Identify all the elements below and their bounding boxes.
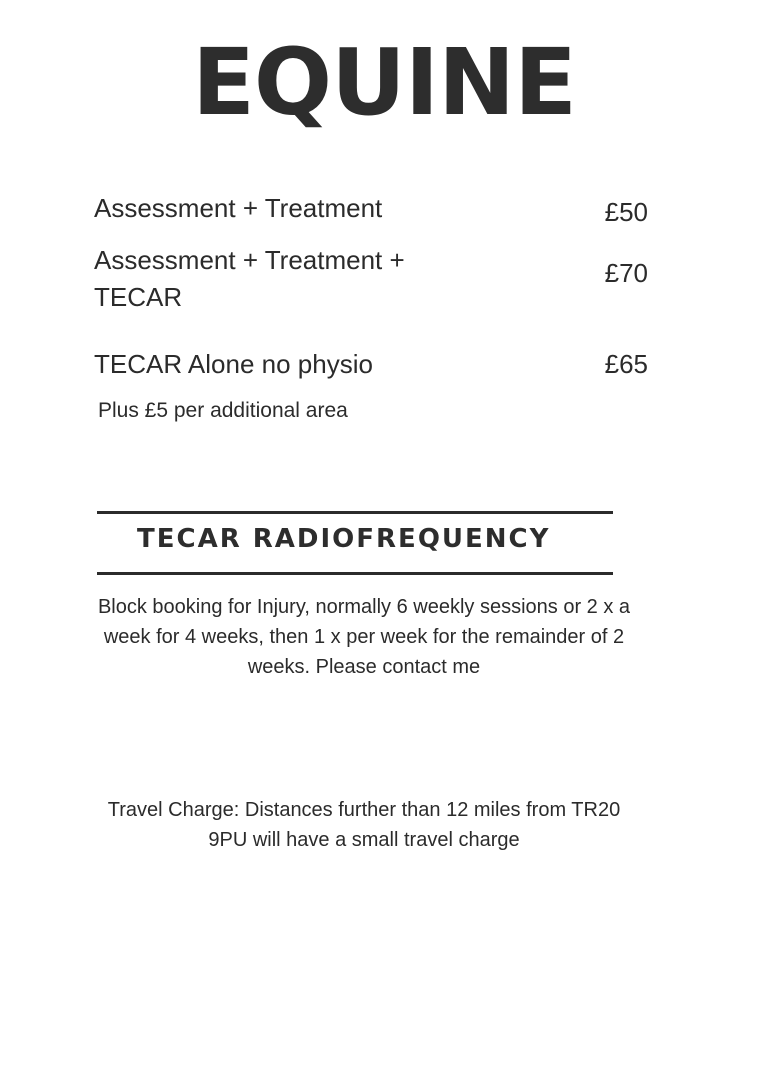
divider-bottom <box>97 572 613 575</box>
service-price-assessment-treatment: £50 <box>604 197 648 227</box>
service-name-tecar-alone: TECAR Alone no physio <box>94 349 373 379</box>
service-price-tecar-alone: £65 <box>604 349 648 379</box>
additional-area-note: Plus £5 per additional area <box>98 399 348 422</box>
divider-top <box>97 511 613 514</box>
tecar-description: Block booking for Injury, normally 6 weekly sessions or 2 x a week for 4 weeks, then 1 x per week for the remainder of 2 weeks. Please contact me <box>97 596 631 678</box>
tecar-heading: TECAR RADIOFREQUENCY <box>137 524 551 554</box>
travel-charge-note: Travel Charge: Distances further than 12 miles from TR20 9PU will have a small travel charge <box>107 799 621 851</box>
service-name-assessment-treatment: Assessment + Treatment <box>94 193 383 223</box>
page-title: EQUINE <box>192 29 576 136</box>
service-name-assessment-treatment-tecar: Assessment + Treatment + TECAR <box>94 245 405 312</box>
service-price-assessment-treatment-tecar: £70 <box>604 258 648 288</box>
